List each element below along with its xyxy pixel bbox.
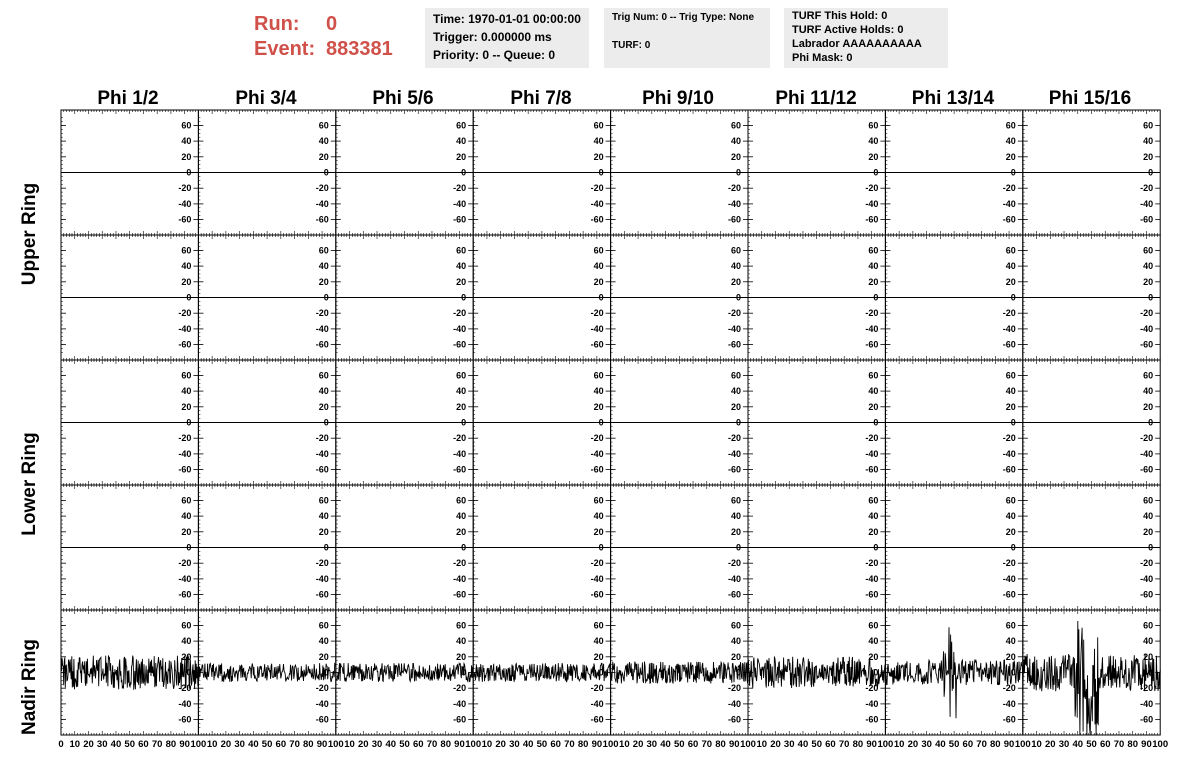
y-tick-label: -20: [178, 433, 192, 444]
y-tick-label: 40: [1143, 136, 1154, 147]
y-tick-label: 40: [730, 511, 741, 522]
y-tick-label: 60: [868, 120, 879, 131]
y-tick-label: 20: [1005, 526, 1016, 537]
y-tick-label: 20: [456, 276, 467, 287]
y-tick-label: 60: [456, 495, 467, 506]
y-tick-label: -60: [1140, 589, 1154, 600]
y-tick-label: 40: [181, 636, 192, 647]
y-tick-label: -40: [315, 573, 329, 584]
y-tick-label: 20: [730, 276, 741, 287]
y-tick-label: 20: [730, 401, 741, 412]
y-tick-label: -60: [727, 339, 741, 350]
y-tick-label: 0: [873, 417, 879, 428]
y-tick-label: 20: [1143, 401, 1154, 412]
y-tick-label: 40: [730, 136, 741, 147]
y-tick-label: 40: [181, 386, 192, 397]
y-tick-label: 60: [730, 245, 741, 256]
y-tick-label: 60: [593, 370, 604, 381]
y-tick-label: 60: [1143, 495, 1154, 506]
y-tick-label: -60: [727, 464, 741, 475]
y-tick-label: -60: [727, 214, 741, 225]
y-tick-label: -20: [1140, 183, 1154, 194]
y-tick-label: 0: [873, 167, 879, 178]
turf-hold-text: TURF This Hold: 0: [792, 10, 888, 22]
turf-text: TURF: 0: [612, 40, 651, 51]
y-tick-label: -60: [453, 214, 467, 225]
y-tick-label: 40: [456, 261, 467, 272]
y-tick-label: 0: [1010, 167, 1016, 178]
column-title: Phi 11/12: [775, 88, 857, 109]
y-tick-label: -40: [453, 573, 467, 584]
y-tick-label: -60: [1140, 339, 1154, 350]
y-tick-label: -60: [865, 339, 879, 350]
y-tick-label: -60: [590, 464, 604, 475]
y-tick-label: -60: [865, 464, 879, 475]
y-tick-label: -20: [315, 308, 329, 319]
y-tick-label: 20: [181, 276, 192, 287]
y-tick-label: 20: [318, 151, 329, 162]
y-tick-label: -40: [727, 573, 741, 584]
y-tick-label: -60: [1002, 214, 1016, 225]
y-tick-label: 60: [181, 245, 192, 256]
y-tick-label: -40: [590, 573, 604, 584]
y-tick-label: 0: [1148, 542, 1154, 553]
y-tick-label: 40: [318, 261, 329, 272]
y-tick-label: -40: [178, 323, 192, 334]
y-tick-label: -40: [453, 198, 467, 209]
y-tick-label: 40: [1143, 511, 1154, 522]
y-tick-label: 0: [461, 167, 467, 178]
y-tick-label: -40: [178, 698, 192, 709]
y-tick-label: 40: [593, 386, 604, 397]
y-tick-label: -40: [590, 323, 604, 334]
y-tick-label: -20: [1002, 183, 1016, 194]
column-title: Phi 1/2: [97, 88, 159, 109]
y-tick-label: 40: [730, 261, 741, 272]
y-tick-label: 20: [456, 401, 467, 412]
run-value: 0: [326, 13, 338, 35]
y-tick-label: 0: [186, 292, 192, 303]
y-tick-label: -60: [1140, 214, 1154, 225]
y-tick-label: -40: [1002, 198, 1016, 209]
y-tick-label: 60: [456, 120, 467, 131]
y-tick-label: 60: [593, 245, 604, 256]
y-tick-label: 0: [735, 542, 741, 553]
phi-mask-text: Phi Mask: 0: [792, 52, 853, 64]
y-tick-label: -40: [865, 448, 879, 459]
turf-active-text: TURF Active Holds: 0: [792, 24, 904, 36]
priority-text: Priority: 0 -- Queue: 0: [433, 48, 556, 62]
y-tick-label: 40: [593, 511, 604, 522]
y-tick-label: -40: [590, 448, 604, 459]
y-tick-label: 20: [181, 651, 192, 662]
row-title-lower: Lower Ring: [19, 432, 40, 536]
y-tick-label: 60: [593, 120, 604, 131]
y-tick-label: -60: [1002, 589, 1016, 600]
y-tick-label: -60: [453, 589, 467, 600]
y-tick-label: -20: [590, 183, 604, 194]
y-tick-label: -40: [1002, 448, 1016, 459]
y-tick-label: -20: [727, 558, 741, 569]
column-title: Phi 9/10: [642, 88, 714, 109]
y-tick-label: 0: [735, 292, 741, 303]
y-tick-label: 20: [868, 151, 879, 162]
y-tick-label: 0: [598, 542, 604, 553]
y-tick-label: 40: [1005, 261, 1016, 272]
y-tick-label: 0: [1010, 542, 1016, 553]
y-tick-label: 20: [1143, 276, 1154, 287]
y-tick-label: 40: [868, 511, 879, 522]
y-tick-label: 40: [456, 511, 467, 522]
y-tick-label: -60: [315, 589, 329, 600]
y-tick-label: 20: [181, 526, 192, 537]
y-tick-label: 20: [318, 526, 329, 537]
y-tick-label: 40: [730, 386, 741, 397]
y-tick-label: 0: [186, 542, 192, 553]
y-tick-label: 60: [730, 120, 741, 131]
y-tick-label: -60: [178, 214, 192, 225]
time-text: Time: 1970-01-01 00:00:00: [433, 12, 581, 26]
y-tick-label: -20: [453, 183, 467, 194]
y-tick-label: 60: [181, 620, 192, 631]
y-tick-label: 40: [593, 136, 604, 147]
column-title: Phi 15/16: [1048, 88, 1132, 109]
y-tick-label: -60: [315, 339, 329, 350]
y-tick-label: 60: [1005, 495, 1016, 506]
y-tick-label: 20: [1005, 151, 1016, 162]
y-tick-label: 40: [456, 136, 467, 147]
y-tick-label: -60: [453, 464, 467, 475]
y-tick-label: 0: [186, 667, 192, 678]
y-tick-label: 20: [1143, 526, 1154, 537]
y-tick-label: -60: [315, 214, 329, 225]
y-tick-label: -40: [727, 448, 741, 459]
y-tick-label: -40: [453, 323, 467, 334]
y-tick-label: 0: [1148, 292, 1154, 303]
y-tick-label: -20: [865, 433, 879, 444]
y-tick-label: -60: [453, 339, 467, 350]
y-tick-label: -20: [178, 683, 192, 694]
y-tick-label: 60: [868, 245, 879, 256]
y-tick-label: 20: [593, 401, 604, 412]
y-tick-label: 20: [181, 401, 192, 412]
y-tick-label: -20: [1002, 308, 1016, 319]
y-tick-label: -40: [865, 573, 879, 584]
y-tick-label: -40: [178, 448, 192, 459]
trig-num-text: Trig Num: 0 -- Trig Type: None: [612, 12, 755, 23]
y-tick-label: 0: [735, 167, 741, 178]
y-tick-label: 0: [323, 542, 329, 553]
y-tick-label: -20: [315, 183, 329, 194]
y-tick-label: 0: [598, 167, 604, 178]
y-tick-label: 0: [323, 292, 329, 303]
event-label: Event:: [254, 38, 316, 60]
y-tick-label: -40: [1002, 573, 1016, 584]
y-tick-label: -40: [865, 323, 879, 334]
y-tick-label: 40: [1005, 136, 1016, 147]
y-tick-label: 60: [730, 370, 741, 381]
y-tick-label: 60: [1005, 120, 1016, 131]
event-value: 883381: [326, 38, 393, 60]
y-tick-label: -20: [865, 183, 879, 194]
y-tick-label: -20: [590, 558, 604, 569]
y-tick-label: 20: [1005, 276, 1016, 287]
y-tick-label: -40: [727, 198, 741, 209]
y-tick-label: -40: [1140, 448, 1154, 459]
y-tick-label: 20: [593, 276, 604, 287]
y-tick-label: -60: [1140, 464, 1154, 475]
y-tick-label: -20: [315, 558, 329, 569]
y-tick-label: 60: [868, 495, 879, 506]
y-tick-label: 0: [323, 167, 329, 178]
y-tick-label: 0: [461, 542, 467, 553]
y-tick-label: 40: [318, 511, 329, 522]
y-tick-label: -60: [1002, 464, 1016, 475]
y-tick-label: -60: [178, 464, 192, 475]
trigger-text: Trigger: 0.000000 ms: [433, 30, 552, 44]
y-tick-label: 20: [593, 526, 604, 537]
y-tick-label: 20: [593, 151, 604, 162]
y-tick-label: -60: [590, 339, 604, 350]
y-tick-label: -40: [178, 573, 192, 584]
y-tick-label: 20: [456, 151, 467, 162]
y-tick-label: 0: [598, 292, 604, 303]
y-tick-label: 60: [593, 495, 604, 506]
y-tick-label: -60: [590, 214, 604, 225]
y-tick-label: 40: [1005, 511, 1016, 522]
y-tick-label: -20: [453, 558, 467, 569]
y-tick-label: 0: [735, 417, 741, 428]
y-tick-label: 0: [323, 417, 329, 428]
y-tick-label: -20: [1140, 433, 1154, 444]
y-tick-label: 40: [181, 261, 192, 272]
y-tick-label: -60: [315, 464, 329, 475]
y-tick-label: -40: [590, 198, 604, 209]
y-tick-label: 40: [456, 386, 467, 397]
y-tick-label: 0: [186, 417, 192, 428]
y-tick-label: 0: [461, 417, 467, 428]
y-tick-label: -40: [453, 448, 467, 459]
y-tick-label: -40: [1140, 198, 1154, 209]
y-tick-label: 60: [181, 370, 192, 381]
y-tick-label: 20: [318, 401, 329, 412]
y-tick-label: 20: [456, 526, 467, 537]
y-tick-label: 0: [186, 167, 192, 178]
y-tick-label: 20: [318, 276, 329, 287]
y-tick-label: 40: [868, 136, 879, 147]
y-tick-label: -40: [1140, 323, 1154, 334]
y-tick-label: -20: [727, 433, 741, 444]
y-tick-label: 0: [873, 542, 879, 553]
y-tick-label: 60: [456, 245, 467, 256]
y-tick-label: -20: [315, 433, 329, 444]
y-tick-label: 60: [318, 370, 329, 381]
y-tick-label: -20: [727, 183, 741, 194]
y-tick-label: 0: [461, 292, 467, 303]
y-tick-label: 40: [1005, 386, 1016, 397]
column-title: Phi 3/4: [235, 88, 297, 109]
y-tick-label: 40: [1143, 261, 1154, 272]
y-tick-label: 40: [868, 386, 879, 397]
y-tick-label: 60: [456, 370, 467, 381]
y-tick-label: 20: [1005, 401, 1016, 412]
y-tick-label: -20: [590, 308, 604, 319]
column-title: Phi 13/14: [911, 88, 995, 109]
y-tick-label: 40: [318, 386, 329, 397]
y-tick-label: -20: [178, 308, 192, 319]
row-title-upper: Upper Ring: [19, 182, 40, 286]
y-tick-label: 0: [598, 417, 604, 428]
y-tick-label: -20: [453, 308, 467, 319]
y-tick-label: -20: [178, 183, 192, 194]
y-tick-label: 20: [868, 276, 879, 287]
y-tick-label: 20: [868, 401, 879, 412]
y-tick-label: 0: [873, 292, 879, 303]
y-tick-label: 20: [730, 151, 741, 162]
y-tick-label: -60: [178, 339, 192, 350]
y-tick-label: 60: [1005, 370, 1016, 381]
y-tick-label: 60: [181, 120, 192, 131]
y-tick-label: 60: [1143, 370, 1154, 381]
row-title-nadir: Nadir Ring: [19, 638, 40, 736]
y-tick-label: 40: [181, 511, 192, 522]
y-tick-label: 40: [868, 261, 879, 272]
y-tick-label: -60: [727, 589, 741, 600]
y-tick-label: -20: [1002, 558, 1016, 569]
y-tick-label: -40: [315, 448, 329, 459]
y-tick-label: -40: [865, 198, 879, 209]
y-tick-label: -20: [1002, 433, 1016, 444]
y-tick-label: -40: [315, 198, 329, 209]
y-tick-label: 60: [1143, 245, 1154, 256]
y-tick-label: -60: [865, 589, 879, 600]
y-tick-label: -40: [178, 198, 192, 209]
y-tick-label: 60: [1143, 120, 1154, 131]
y-tick-label: -60: [178, 714, 192, 725]
y-tick-label: -40: [727, 323, 741, 334]
y-tick-label: 60: [730, 495, 741, 506]
y-tick-label: 0: [1148, 167, 1154, 178]
column-title: Phi 7/8: [510, 88, 572, 109]
y-tick-label: 60: [318, 120, 329, 131]
y-tick-label: 60: [868, 370, 879, 381]
y-tick-label: 0: [1010, 417, 1016, 428]
y-tick-label: -20: [1140, 308, 1154, 319]
y-tick-label: -20: [590, 433, 604, 444]
y-tick-label: 0: [1148, 417, 1154, 428]
y-tick-label: -20: [865, 558, 879, 569]
y-tick-label: -60: [865, 214, 879, 225]
y-tick-label: -60: [590, 589, 604, 600]
labrador-text: Labrador AAAAAAAAAA: [792, 38, 922, 50]
y-tick-label: 0: [1010, 292, 1016, 303]
y-tick-label: -40: [1002, 323, 1016, 334]
y-tick-label: -40: [1140, 573, 1154, 584]
y-tick-label: 60: [181, 495, 192, 506]
y-tick-label: -40: [315, 323, 329, 334]
y-tick-label: 20: [730, 526, 741, 537]
y-tick-label: 40: [318, 136, 329, 147]
column-title: Phi 5/6: [372, 88, 434, 109]
y-tick-label: 20: [1143, 151, 1154, 162]
y-tick-label: 40: [1143, 386, 1154, 397]
y-tick-label: 20: [181, 151, 192, 162]
y-tick-label: 20: [868, 526, 879, 537]
y-tick-label: -20: [1140, 558, 1154, 569]
y-tick-label: -20: [865, 308, 879, 319]
y-tick-label: -20: [178, 558, 192, 569]
y-tick-label: -60: [1002, 339, 1016, 350]
run-label: Run:: [254, 13, 300, 35]
y-tick-label: 40: [181, 136, 192, 147]
y-tick-label: 60: [318, 495, 329, 506]
y-tick-label: -20: [453, 433, 467, 444]
y-tick-label: -60: [178, 589, 192, 600]
y-tick-label: 40: [593, 261, 604, 272]
y-tick-label: 60: [318, 245, 329, 256]
y-tick-label: -20: [727, 308, 741, 319]
y-tick-label: 60: [1005, 245, 1016, 256]
